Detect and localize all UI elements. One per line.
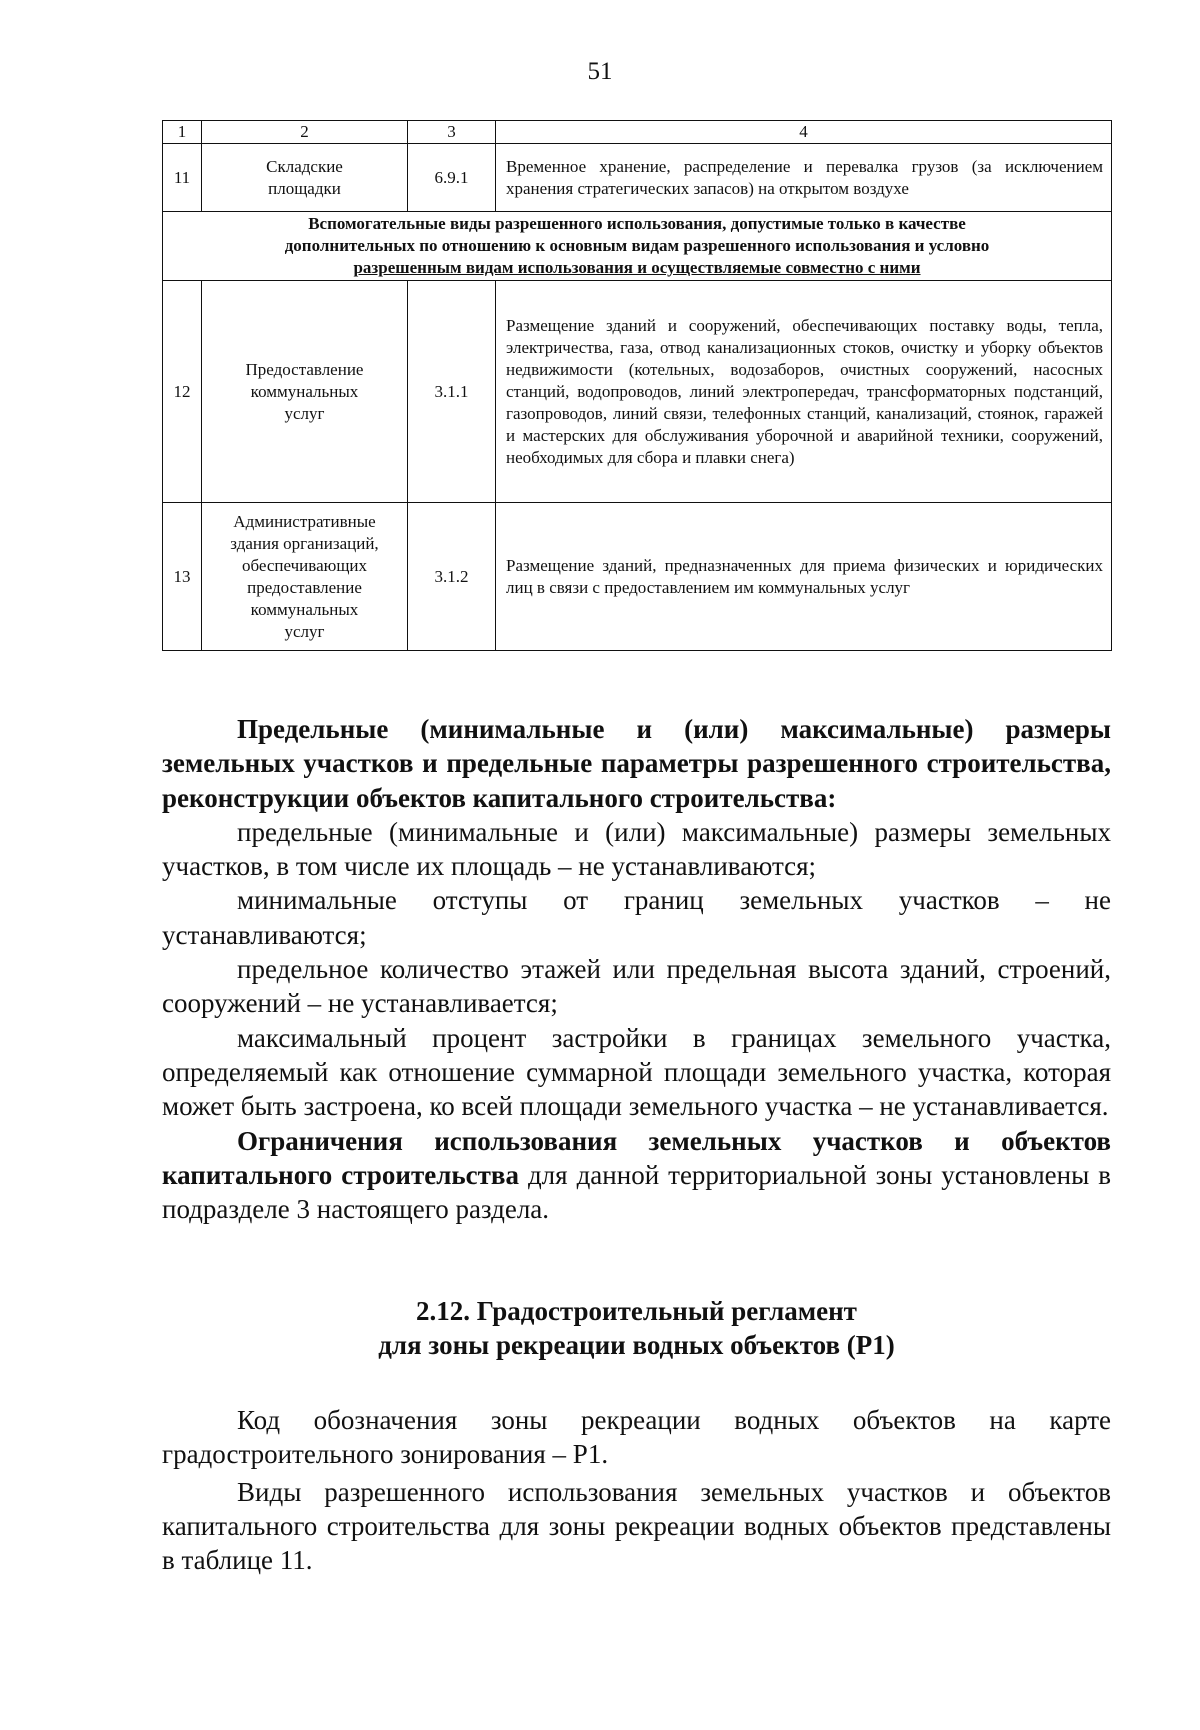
use-name-line: здания организаций, [230, 533, 379, 553]
section-line: Вспомогательные виды разрешенного использования, допустимые только в качестве [308, 214, 966, 233]
use-code: 6.9.1 [408, 144, 496, 212]
section-title-line-1: 2.12. Градостроительный регламент [416, 1296, 857, 1326]
limit-item: предельные (минимальные и (или) максимальные) размеры земельных участков, в том числе их площадь – не устанавливаются; [162, 816, 1111, 882]
table-header-row [163, 121, 1112, 144]
section-title [162, 1294, 1111, 1363]
use-name-line: предоставление [247, 577, 362, 597]
use-name-line: услуг [284, 621, 325, 641]
row-number: 13 [163, 503, 202, 651]
use-name-line: коммунальных [250, 599, 359, 619]
use-name-line: Складские [266, 156, 343, 176]
section-line: дополнительных по отношению к основным видам разрешенного использования и условно [284, 236, 990, 255]
header-col-3: 3 [408, 121, 496, 144]
header-col-1: 1 [163, 121, 202, 144]
limits-heading: Предельные (минимальные и (или) максимальные) размеры земельных участков и предельные параметры разрешенного строительства, реконструкции объектов капитального строительства: [162, 714, 1111, 813]
use-name-line: коммунальных [250, 381, 359, 401]
section-row [163, 212, 1112, 281]
zone-uses-paragraph: Виды разрешенного использования земельных участков и объектов капитального строительства для зоны рекреации водных объектов представлены в таблице 11. [162, 1476, 1111, 1576]
section-title-line-2: для зоны рекреации водных объектов (Р1) [378, 1330, 895, 1361]
use-name [202, 281, 408, 503]
limit-item: максимальный процент застройки в границах земельного участка, определяемый как отношение суммарной площади земельного участка, которая может быть застроена, ко всей площади земельного участка – не устанавливается. [162, 1022, 1111, 1122]
limit-item: минимальные отступы от границ земельных участков – не устанавливаются; [162, 885, 1111, 950]
restrictions-paragraph [162, 1124, 1111, 1227]
table-row [163, 281, 1112, 503]
header-col-2: 2 [202, 121, 408, 144]
use-description: Размещение зданий, предназначенных для приема физических и юридических лиц в связи с предоставлением им коммунальных услуг [496, 503, 1112, 651]
limits-section [162, 712, 1111, 1226]
restrictions-bold: Ограничения использования земельных участков и объектов капитального строительства [162, 1125, 1111, 1190]
use-name-line: Административные [233, 511, 376, 531]
limit-item: предельное количество этажей или предельная высота зданий, строений, сооружений – не устанавливается; [162, 954, 1111, 1019]
table-row [163, 144, 1112, 212]
section-line: разрешенным видам использования и осуществляемые совместно с ними [353, 258, 921, 277]
use-name [202, 503, 408, 651]
table-row [163, 503, 1112, 651]
page-number: 51 [587, 58, 613, 85]
zone-paragraphs [162, 1403, 1111, 1577]
auxiliary-uses-heading [163, 212, 1112, 281]
use-name-line: обеспечивающих [241, 555, 368, 575]
row-number: 11 [163, 144, 202, 212]
use-description: Временное хранение, распределение и перевалка грузов (за исключением хранения стратегических запасов) на открытом воздухе [496, 144, 1112, 212]
use-name-line: услуг [284, 403, 325, 423]
use-code: 3.1.1 [408, 281, 496, 503]
use-description: Размещение зданий и сооружений, обеспечивающих поставку воды, тепла, электричества, газа, отвод канализационных стоков, очистку и уборку объектов недвижимости (котельных, водозаборов, очистных сооружений, насосных станций, водопроводов, линий электропередач, трансформаторных подстанций, газопроводов, линий связи, телефонных станций, канализаций, стоянок, гаражей и мастерских для обслуживания уборочной и аварийной техники, сооружений, необходимых для сбора и плавки снега) [496, 281, 1112, 503]
header-col-4: 4 [496, 121, 1112, 144]
zone-code-paragraph: Код обозначения зоны рекреации водных объектов на карте градостроительного зонирования – Р1. [162, 1405, 1111, 1470]
use-code: 3.1.2 [408, 503, 496, 651]
restrictions-rest: для данной территориальной зоны установлены в подразделе 3 настоящего раздела. [162, 1159, 1111, 1225]
use-name [202, 144, 408, 212]
use-name-line: Предоставление [245, 359, 364, 379]
use-name-line: площадки [268, 178, 341, 198]
row-number: 12 [163, 281, 202, 503]
permitted-use-table [162, 120, 1112, 651]
